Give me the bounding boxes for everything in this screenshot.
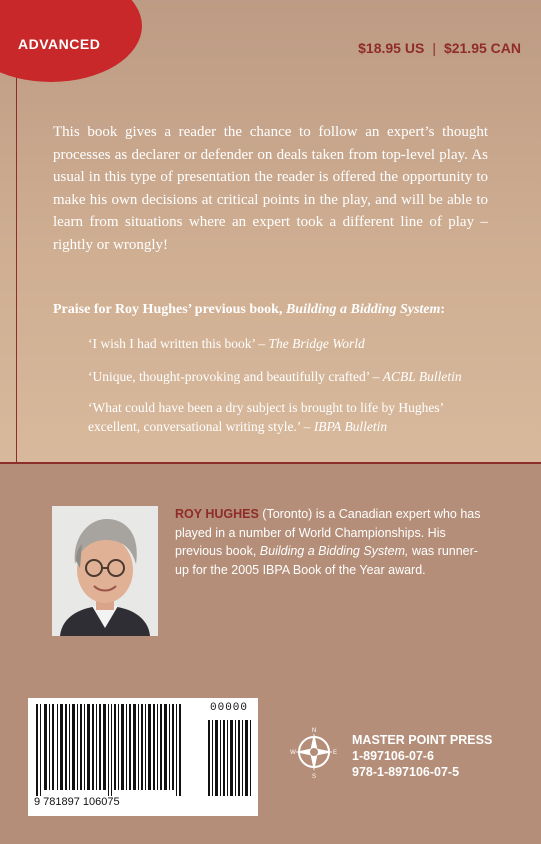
praise-quote (88, 398, 488, 436)
praise-heading-title: Building a Bidding System (285, 302, 441, 317)
author-name: ROY HUGHES (175, 507, 259, 521)
compass-letter-s: S (311, 774, 317, 780)
compass-letter-w: W (290, 750, 296, 756)
quote-text: ‘I wish I had written this book’ – (88, 336, 266, 351)
left-rule (16, 70, 17, 462)
publisher-logo (291, 725, 337, 784)
isbn-13: 978-1-897106-07-5 (352, 765, 460, 779)
author-bio (175, 505, 487, 580)
price-line (358, 40, 521, 56)
compass-letter-n: N (311, 728, 317, 734)
praise-quote (88, 367, 488, 386)
quote-source: IBPA Bulletin (313, 419, 388, 434)
bio-book-title: Building a Bidding System, (259, 544, 409, 559)
quote-text: ‘What could have been a dry subject is brought to life by Hughes’ excellent, conversational writing style.’ – (88, 400, 444, 434)
isbn-barcode (28, 698, 258, 816)
praise-heading-prefix: Praise for Roy Hughes’ previous book, (53, 302, 283, 317)
compass-rose-icon (291, 725, 337, 779)
price-separator: | (432, 40, 436, 56)
author-photo (52, 506, 158, 636)
barcode-number: 9 781897 106075 (34, 796, 120, 808)
compass-letter-e: E (332, 750, 338, 756)
book-blurb: This book gives a reader the chance to follow an expert’s thought processes as declarer or defender on deals taken from top-level play. As usual in this type of presentation the reader is offered the opportunity to make his own decisions at critical points in the play, and will be able to learn from situations where an expert took a different line of play – rightly or wrongly! (53, 124, 488, 253)
quote-text: ‘Unique, thought-provoking and beautifully crafted’ – (88, 369, 380, 384)
publisher-name: MASTER POINT PRESS (352, 733, 493, 747)
bio-text-1: (Toronto) is a Canadian expert who has played in a number of World Championships. His previous book, (175, 507, 481, 559)
praise-heading-suffix: : (440, 302, 446, 317)
quote-source: ACBL Bulletin (382, 369, 462, 384)
isbn-10: 1-897106-07-6 (352, 749, 435, 763)
author-portrait-icon (52, 506, 158, 636)
panel-divider (0, 462, 541, 464)
praise-quote (88, 334, 488, 353)
price-can: $21.95 CAN (443, 40, 521, 56)
level-badge-label: ADVANCED (18, 36, 101, 52)
praise-heading (53, 302, 445, 318)
quote-source: The Bridge World (268, 336, 365, 351)
price-us: $18.95 US (358, 40, 425, 56)
publisher-info (352, 732, 492, 780)
bio-text-2: was runner-up for the 2005 IBPA Book of the Year award. (175, 544, 478, 578)
barcode-addon-number: 00000 (210, 702, 249, 714)
